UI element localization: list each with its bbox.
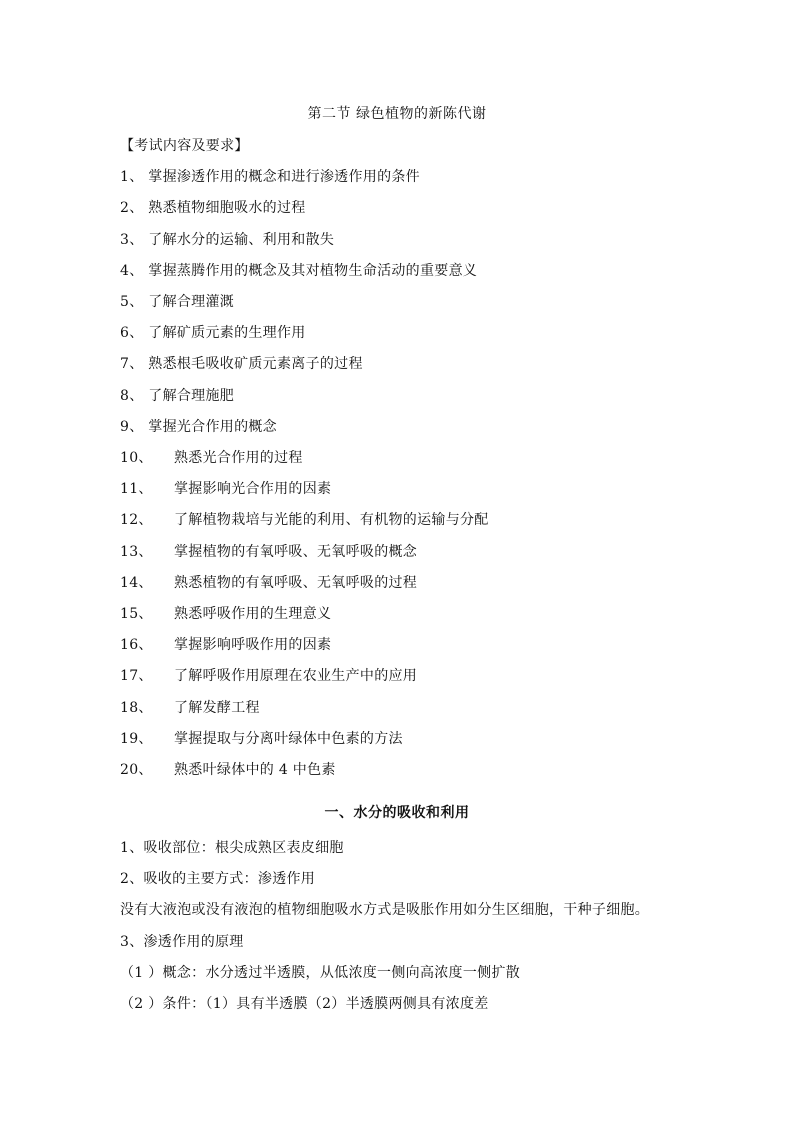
list-item — [120, 385, 234, 405]
body-paragraph: 没有大液泡或没有液泡的植物细胞吸水方式是吸胀作用如分生区细胞，干种子细胞。 — [120, 902, 650, 918]
list-item — [120, 572, 417, 592]
list-item-text: 了解合理灌溉 — [148, 294, 235, 310]
list-item-number: 10、 — [120, 450, 153, 466]
list-item-text: 熟悉根毛吸收矿质元素离子的过程 — [148, 356, 363, 372]
list-item-text: 掌握影响光合作用的因素 — [174, 481, 332, 497]
list-item-number: 3、 — [120, 232, 144, 248]
list-item-number: 19、 — [120, 731, 153, 747]
list-item-number: 7、 — [120, 356, 144, 372]
section-heading: 一、水分的吸收和利用 — [324, 805, 470, 821]
list-item-number: 9、 — [120, 419, 144, 435]
list-item — [120, 291, 234, 311]
list-item-number: 2、 — [120, 200, 144, 216]
list-item-text: 熟悉植物细胞吸水的过程 — [148, 200, 306, 216]
list-item — [120, 665, 417, 685]
list-item-text: 了解呼吸作用原理在农业生产中的应用 — [174, 668, 418, 684]
list-item-text: 掌握影响呼吸作用的因素 — [174, 637, 332, 653]
list-item — [120, 603, 331, 623]
list-item-number: 17、 — [120, 668, 153, 684]
list-item — [120, 759, 336, 779]
list-item-number: 12、 — [120, 512, 153, 528]
list-item — [120, 229, 334, 249]
list-item-number: 15、 — [120, 606, 153, 622]
list-item — [120, 322, 306, 342]
list-item-number: 20、 — [120, 762, 153, 778]
list-item-text: 熟悉叶绿体中的 4 中色素 — [174, 762, 336, 778]
page-title: 第二节 绿色植物的新陈代谢 — [307, 106, 487, 122]
list-item — [120, 197, 306, 217]
list-item-number: 18、 — [120, 700, 153, 716]
list-item — [120, 353, 363, 373]
list-item-text: 熟悉植物的有氧呼吸、无氧呼吸的过程 — [174, 575, 418, 591]
list-item-text: 掌握渗透作用的概念和进行渗透作用的条件 — [148, 169, 420, 185]
list-item-text: 了解发酵工程 — [174, 700, 260, 716]
list-item-text: 掌握光合作用的概念 — [148, 419, 277, 435]
list-item — [120, 541, 417, 561]
list-item-number: 5、 — [120, 294, 144, 310]
list-item-text: 熟悉呼吸作用的生理意义 — [174, 606, 332, 622]
body-paragraph: （2 ）条件：（1）具有半透膜（2）半透膜两侧具有浓度差 — [120, 996, 489, 1012]
list-item — [120, 697, 260, 717]
list-item — [120, 260, 477, 280]
body-paragraph: （1 ）概念：水分透过半透膜，从低浓度一侧向高浓度一侧扩散 — [120, 965, 521, 981]
list-item-number: 13、 — [120, 544, 153, 560]
list-item-text: 了解水分的运输、利用和散失 — [148, 232, 335, 248]
list-item — [120, 509, 489, 529]
list-item-number: 1、 — [120, 169, 144, 185]
list-item-text: 了解植物栽培与光能的利用、有机物的运输与分配 — [174, 512, 489, 528]
body-paragraph: 1、吸收部位：根尖成熟区表皮细胞 — [120, 840, 344, 856]
list-item-number: 11、 — [120, 481, 153, 497]
list-item — [120, 166, 420, 186]
list-item — [120, 728, 403, 748]
list-item — [120, 416, 277, 436]
list-item — [120, 634, 331, 654]
list-item-number: 14、 — [120, 575, 153, 591]
list-item-number: 4、 — [120, 263, 144, 279]
body-paragraph: 3、渗透作用的原理 — [120, 934, 244, 950]
list-item-text: 掌握植物的有氧呼吸、无氧呼吸的概念 — [174, 544, 418, 560]
list-item-number: 6、 — [120, 325, 144, 341]
list-item-text: 熟悉光合作用的过程 — [174, 450, 303, 466]
list-item-number: 8、 — [120, 388, 144, 404]
list-item-text: 掌握蒸腾作用的概念及其对植物生命活动的重要意义 — [148, 263, 478, 279]
list-item-number: 16、 — [120, 637, 153, 653]
body-paragraph: 2、吸收的主要方式：渗透作用 — [120, 871, 316, 887]
list-item — [120, 478, 331, 498]
list-item-text: 了解矿质元素的生理作用 — [148, 325, 306, 341]
list-item-text: 掌握提取与分离叶绿体中色素的方法 — [174, 731, 403, 747]
list-item — [120, 447, 303, 467]
requirements-heading: 【考试内容及要求】 — [120, 138, 249, 154]
list-item-text: 了解合理施肥 — [148, 388, 235, 404]
